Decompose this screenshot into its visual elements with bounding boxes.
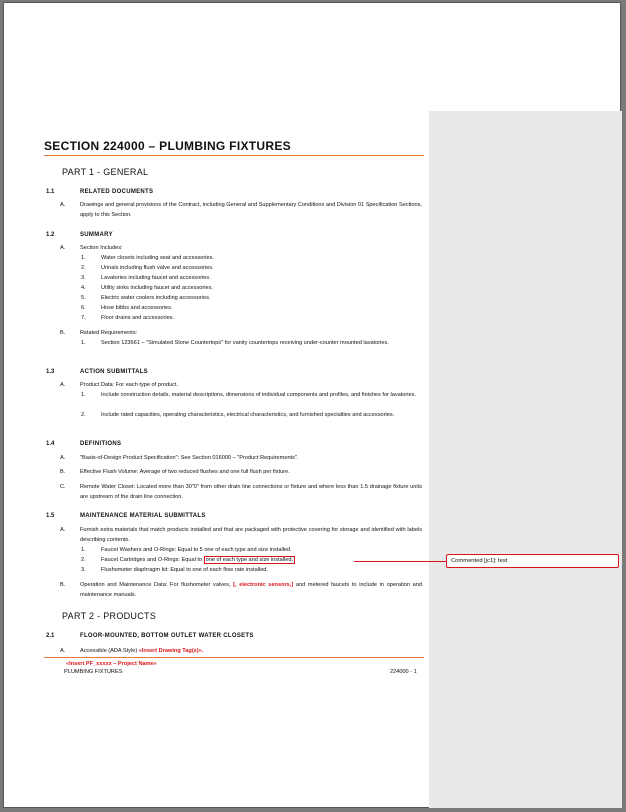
part-1-heading: PART 1 - GENERAL [62,167,149,177]
article-label: DEFINITIONS [80,441,122,447]
article-label: ACTION SUBMITTALS [80,369,148,375]
comment-connector-line [354,561,446,562]
paragraph-number: A. [60,245,66,251]
footer-rule [44,657,424,658]
paragraph-number: A. [60,202,66,208]
paragraph-text: "Basis-of-Design Product Specification": See Section 016000 – "Product Requirements". [80,455,299,461]
list-number: 2. [81,557,86,563]
paragraph-text: Furnish extra materials that match products installed and that are packaged with protective covering for storage and identified with labels describing contents. [80,527,422,543]
list-text: Water closets including seat and accessories. [101,255,214,261]
paragraph-number: C. [60,484,66,490]
list-text: Urinals including flush valve and accessories. [101,265,214,271]
list-text-plain: Faucet Cartridges and O-Rings: Equal to [101,557,204,563]
list-text: Electric water coolers including accessories. [101,295,211,301]
paragraph-number: B. [60,582,66,588]
article-number: 1.5 [46,513,55,519]
list-number: 2. [81,412,86,418]
paragraph-number: B. [60,469,66,475]
footer-section-name: PLUMBING FIXTURES [64,669,123,675]
paragraph-text-plain-after: and metered faucets to include in operation and maintenance manuals. [80,582,422,598]
article-label: SUMMARY [80,232,113,238]
list-number: 2. [81,265,86,271]
list-text: Floor drains and accessories. [101,315,175,321]
list-number: 1. [81,255,86,261]
placeholder-text: «Insert Drawing Tag(s)». [138,648,204,654]
paragraph-number: B. [60,330,66,336]
list-text: Section 123661 – "Simulated Stone Countertops" for vanity countertops receiving under-counter mounted lavatories. [101,340,389,346]
paragraph-number: A. [60,382,66,388]
commented-text-highlight[interactable]: one of each type and size installed. [205,557,293,563]
paragraph-text: Related Requirements: [80,330,138,336]
list-number: 3. [81,567,86,573]
footer-page-number: 224000 - 1 [390,669,417,675]
list-text: Include rated capacities, operating characteristics, electrical characteristics, and furnished specialties and accessories. [101,412,395,418]
list-number: 1. [81,340,86,346]
list-number: 1. [81,547,86,553]
comment-margin-pane [429,111,622,808]
article-label: RELATED DOCUMENTS [80,189,154,195]
list-number: 4. [81,285,86,291]
article-number: 1.4 [46,441,55,447]
comment-balloon[interactable]: Commented [jc1]: test [446,554,619,568]
article-number: 1.3 [46,369,55,375]
list-text: Hose bibbs and accessories. [101,305,173,311]
article-number: 1.1 [46,189,55,195]
section-title: SECTION 224000 – PLUMBING FIXTURES [44,139,424,156]
article-label: MAINTENANCE MATERIAL SUBMITTALS [80,513,206,519]
article-number: 1.2 [46,232,55,238]
paragraph-text [80,647,422,657]
list-text: Faucet Washers and O-Rings: Equal to 5 one of each type and size installed. [101,547,292,553]
list-number: 3. [81,275,86,281]
paragraph-number: A. [60,455,66,461]
paragraph-text-plain: Accessible (ADA Style) [80,648,139,654]
paragraph-number: A. [60,527,66,533]
footer-project-name: «Insert PF_xxxxx – Project Name» [66,661,157,667]
list-text: Lavatories including faucet and accessories. [101,275,211,281]
part-2-heading: PART 2 - PRODUCTS [62,611,157,621]
list-text: Flushometer diaphragm kit: Equal to one of each flow rate installed. [101,567,268,573]
paragraph-text-plain: Operation and Maintenance Data: For flushometer valves, [80,582,234,588]
list-number: 1. [81,392,86,398]
document-page [3,2,621,808]
article-number: 2.1 [46,633,55,639]
paragraph-text: Product Data: For each type of product. [80,382,178,388]
paragraph-text: Section Includes: [80,245,123,251]
list-text: Include construction details, material descriptions, dimensions of individual components and profiles, and finishes for lavatories. [101,392,416,398]
paragraph-text: Drawings and general provisions of the Contract, including General and Supplementary Conditions and Division 01 Specification Sections, apply to this Section. [80,202,422,218]
list-number: 7. [81,315,86,321]
list-number: 5. [81,295,86,301]
paragraph-text [80,581,422,600]
paragraph-text: Remote Water Closet: Located more than 30"0" from other drain line connections or fixture and where less than 1.5 drainage fixture units are upstream of the drain line connection. [80,484,422,500]
paragraph-number: A. [60,648,66,654]
list-number: 6. [81,305,86,311]
article-label: FLOOR-MOUNTED, BOTTOM OUTLET WATER CLOSETS [80,633,254,639]
placeholder-text: [, electronic sensors,] [233,582,294,588]
list-text: Utility sinks including faucet and accessories. [101,285,213,291]
paragraph-text: Effective Flush Volume: Average of two reduced flushes and one full flush per fixture. [80,469,290,475]
